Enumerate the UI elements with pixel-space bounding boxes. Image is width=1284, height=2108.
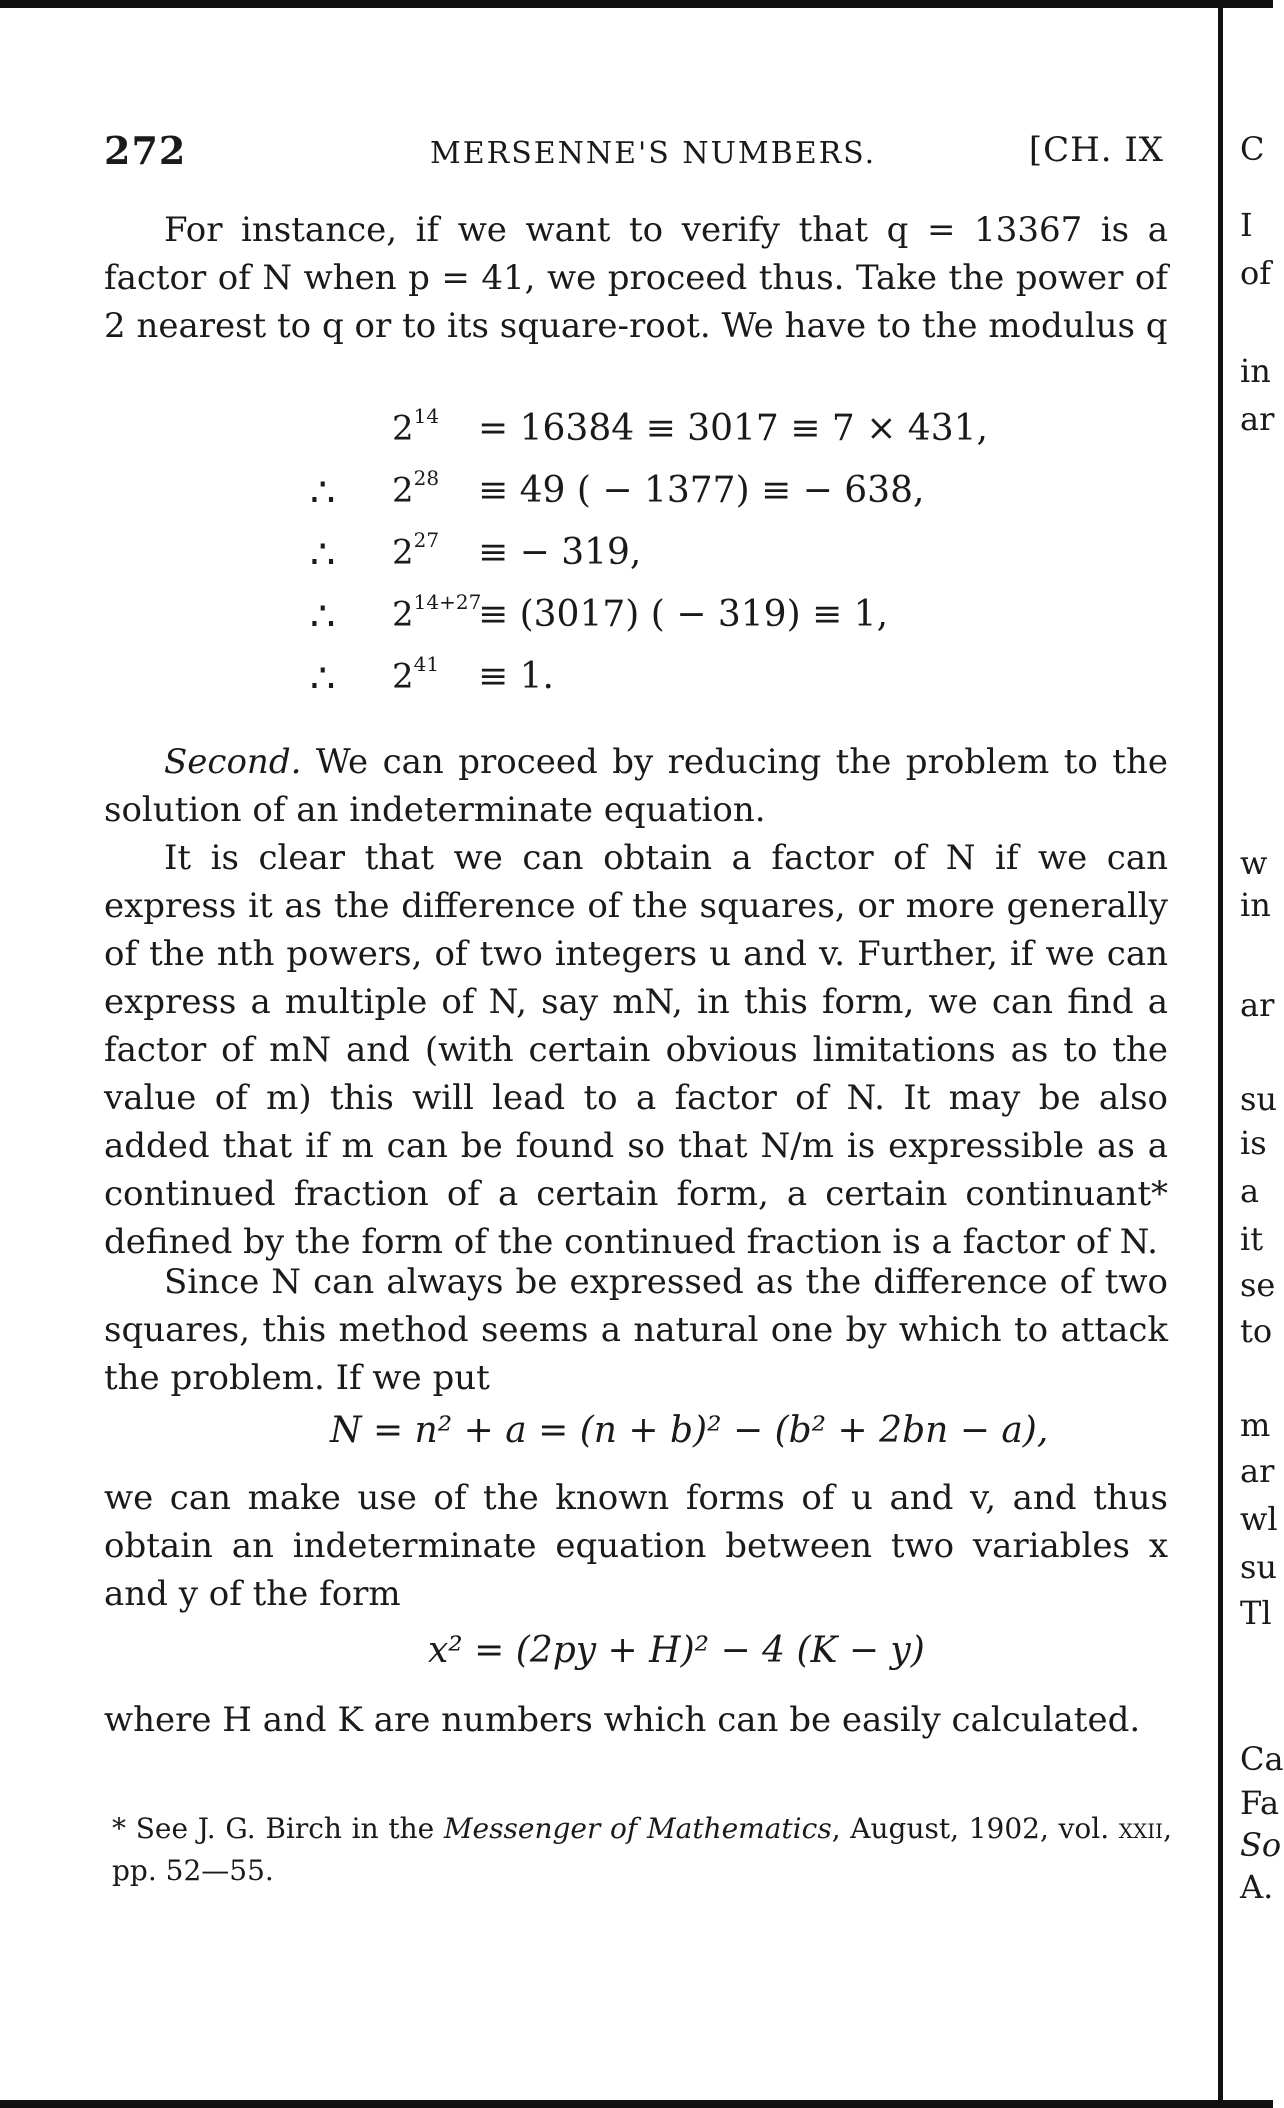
therefore-symbol: ∴ [310, 532, 336, 578]
therefore-symbol: ∴ [310, 656, 336, 702]
page-gutter [1218, 0, 1223, 2108]
book-page: 272 MERSENNE'S NUMBERS. [CH. IX For instance, if we want to verify that q = 13367 is a factor of N when p = 41, we proceed thus. Take the power of 2 nearest to q or to its square-root. We have to the modulus q $2^{14}$ = 16384 ≡ 3017 ≡ 7 × 431, ∴ $2^{28}$ ≡ 49 ( − 1377) ≡ − 638, ∴ $2^{27}$ ≡ − 319, ∴ $2^{14+27}$ ≡ (3017) ( − 319) ≡ 1, ∴ $2^{41}$ ≡ 1. Second. We can proceed by reducing the problem to the solution of an indeterminate equation. It is clear that we can obtain a factor of N if we can express it as the difference of the squares, or more generally of the nth powers, of two integers u and v. Further, if we can express a multiple of N, say mN, in this form, we can find a factor of mN and (with certain obvious limitations as to the value of m) this will lead to a factor of N. It may be also added that if m can be found so that N/m is expressible as a continued fraction of a certain form, a certain continuant* defined by the form of the continued fraction is a factor of N. Since N can always be expressed as the difference of two squares, this method seems a natural one by which to attack the problem. If we put N = n² + a = (n + b)² − (b² + 2bn − a), we can make use of the known forms of u and v, and thus obtain an indeterminate equation between two variables x and y of the form x² = (2py + H)² − 4 (K − y) where H and K are numbers which can be easily calculated. * See J. G. Birch in the Messenger of Mathematics, August, 1902, vol. xxii, pp. 52—55. [0, 0, 1200, 2108]
paragraph-factor: It is clear that we can obtain a factor of N if we can express it as the difference of the squares, or more generally of the nth powers, of two integers u and v. Further, if we can express a multiple of N, say mN, in this form, we can find a factor of mN and (with certain obvious limitations as to the value of m) this will lead to a factor of N. It may be also added that if m can be found so that N/m is expressible as a continued fraction of a certain form, a certain continuant* defined by the form of the continued fraction is a factor of N. [104, 838, 1168, 1262]
journal-title: Messenger of Mathematics [443, 1812, 832, 1845]
chapter-label: [CH. IX [1028, 130, 1164, 170]
paragraph-forms: we can make use of the known forms of u and v, and thus obtain an indeterminate equation between two variables x and y of the form [104, 1478, 1168, 1614]
paragraph-where: where H and K are numbers which can be easily calculated. [104, 1700, 1141, 1740]
paragraph-since: Since N can always be expressed as the difference of two squares, this method seems a natural one by which to attack the problem. If we put [104, 1262, 1168, 1398]
second-label: Second. [164, 742, 302, 782]
equation-n: N = n² + a = (n + b)² − (b² + 2bn − a), [330, 1410, 1049, 1451]
paragraph-instance: For instance, if we want to verify that q = 13367 is a factor of N when p = 41, we proceed thus. Take the power of 2 nearest to q or to its square-root. We have to the modulus q [104, 210, 1168, 346]
therefore-symbol: ∴ [310, 594, 336, 640]
facing-page-edge: C I of in ar w in ar su is a it se to m ar wl su Tl Ca Fa So A. [1240, 130, 1284, 1906]
equation-x: x² = (2py + H)² − 4 (K − y) [428, 1630, 925, 1671]
footnote: * See J. G. Birch in the Messenger of Mathematics, August, 1902, vol. xxii, pp. 52—55. [112, 1812, 1172, 1887]
page-header [104, 128, 1164, 178]
paragraph-second: Second. We can proceed by reducing the problem to the solution of an indeterminate equation. [104, 742, 1168, 830]
page-number: 272 [104, 128, 187, 173]
running-title: MERSENNE'S NUMBERS. [430, 136, 877, 171]
therefore-symbol: ∴ [310, 470, 336, 516]
